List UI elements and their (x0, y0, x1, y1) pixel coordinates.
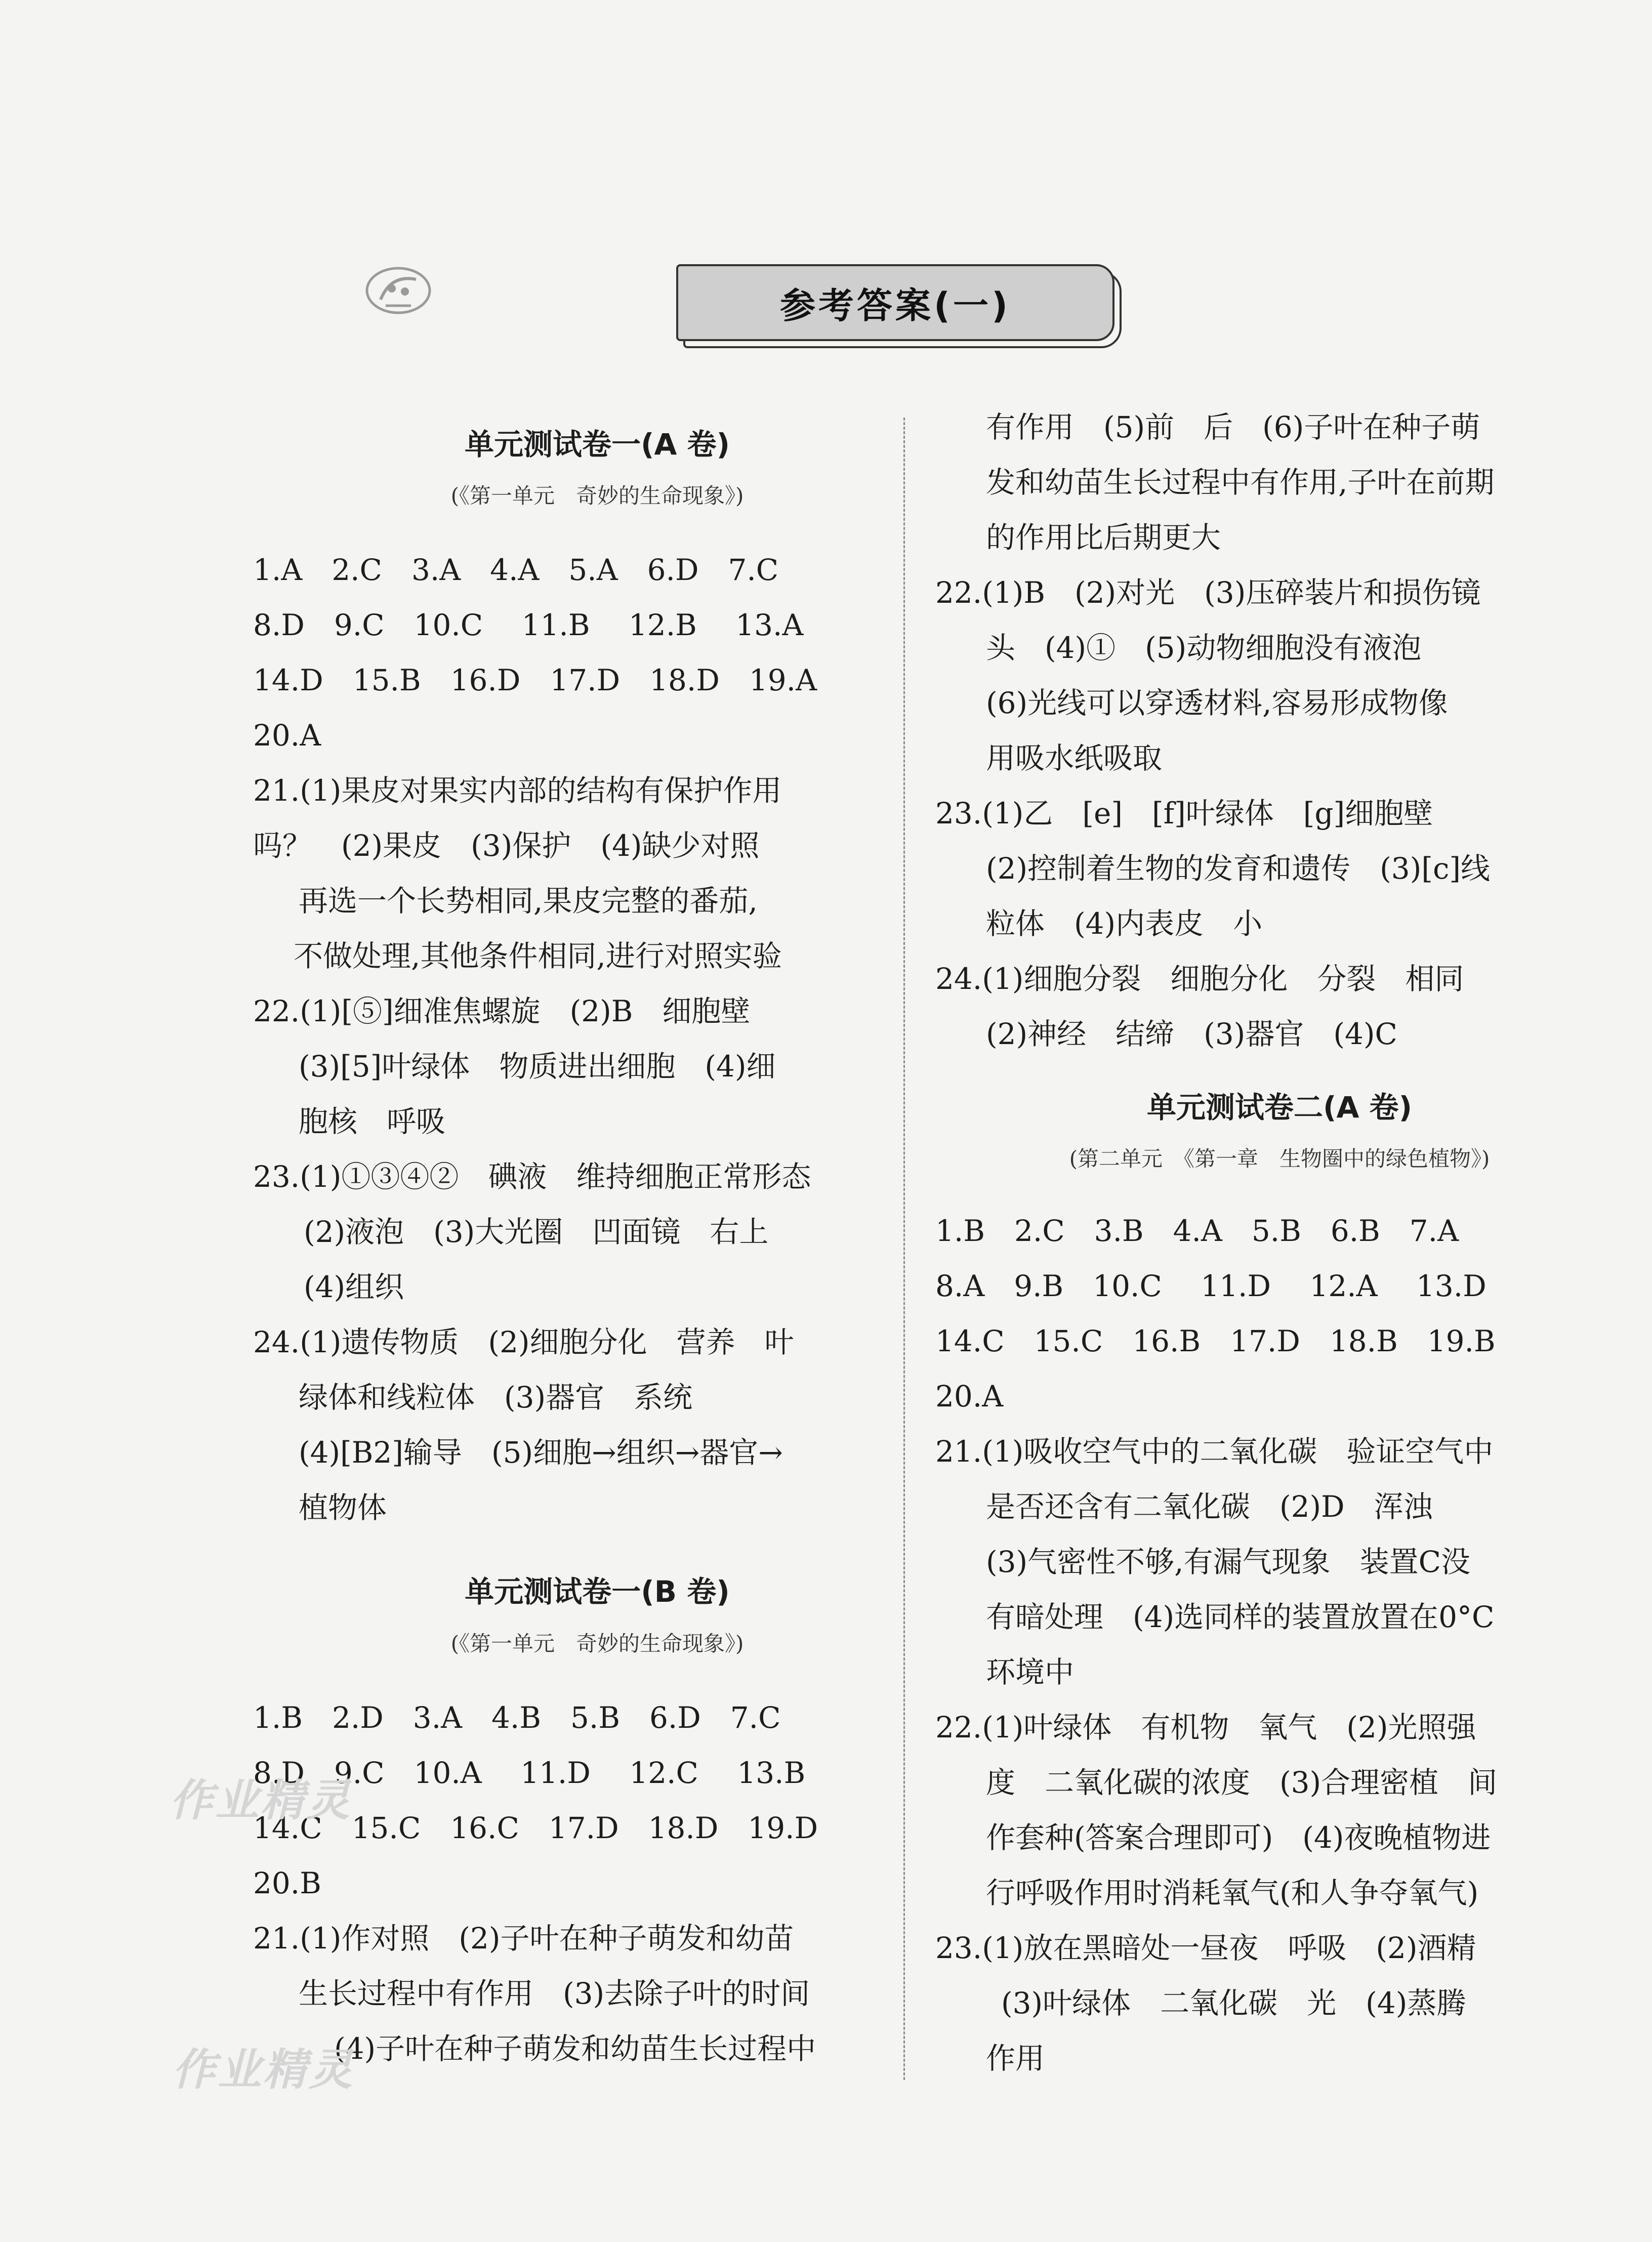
section-subtitle: (《第一单元 奇妙的生命现象》) (450, 483, 744, 508)
answer-line: 植物体 (299, 1490, 387, 1525)
answer-line: 20.B (253, 1866, 321, 1900)
publisher-logo-icon (360, 259, 436, 320)
answer-line: 22.(1)B (2)对光 (3)压碎装片和损伤镜 (935, 575, 1481, 610)
answer-line: 发和幼苗生长过程中有作用,子叶在前期 (986, 465, 1495, 500)
answer-line: 再选一个长势相同,果皮完整的番茄, (299, 884, 758, 918)
answer-line: (4)组织 (304, 1270, 404, 1304)
answer-line: 24.(1)细胞分裂 细胞分化 分裂 相同 (935, 962, 1464, 996)
answer-line: 21.(1)果皮对果实内部的结构有保护作用 (253, 773, 782, 808)
answer-line: 不做处理,其他条件相同,进行对照实验 (294, 939, 782, 973)
answer-line: 作套种(答案合理即可) (4)夜晚植物进 (986, 1820, 1491, 1855)
answer-line: (2)神经 结缔 (3)器官 (4)C (986, 1017, 1397, 1051)
answer-line: 1.B 2.D 3.A 4.B 5.B 6.D 7.C (253, 1700, 781, 1735)
answer-line: 作用 (986, 2041, 1045, 2075)
answer-line: 22.(1)叶绿体 有机物 氧气 (2)光照强 (935, 1710, 1476, 1745)
answer-line: 14.D 15.B 16.D 17.D 18.D 19.A (253, 663, 817, 697)
answer-line: 绿体和线粒体 (3)器官 系统 (299, 1380, 693, 1415)
section-title: 单元测试卷二(A 卷) (1146, 1090, 1413, 1125)
answer-line: 生长过程中有作用 (3)去除子叶的时间 (299, 1976, 810, 2011)
page-title-box (676, 264, 1114, 341)
page-title: 参考答案(一) (676, 264, 1114, 341)
watermark: 作业精灵 (170, 1775, 352, 1826)
answer-line: 环境中 (986, 1655, 1075, 1689)
answer-line: 21.(1)作对照 (2)子叶在种子萌发和幼苗 (253, 1921, 794, 1956)
answer-line: 度 二氧化碳的浓度 (3)合理密植 间 (986, 1765, 1498, 1800)
answer-line: 8.D 9.C 10.A 11.D 12.C 13.B (253, 1756, 806, 1790)
answer-line: 23.(1)乙 [e] [f]叶绿体 [g]细胞壁 (935, 796, 1433, 831)
answer-line: 24.(1)遗传物质 (2)细胞分化 营养 叶 (253, 1325, 794, 1359)
answer-line: 行呼吸作用时消耗氧气(和人争夺氧气) (986, 1876, 1479, 1910)
section-title: 单元测试卷一(B 卷) (465, 1574, 730, 1609)
column-divider (903, 418, 905, 2080)
answer-line: (4)[B2]输导 (5)细胞→组织→器官→ (299, 1435, 783, 1470)
answer-line: 有暗处理 (4)选同样的装置放置在0°C (986, 1600, 1495, 1634)
answer-line: (3)叶绿体 二氧化碳 光 (4)蒸腾 (1001, 1986, 1466, 2020)
answer-line: 是否还含有二氧化碳 (2)D 浑浊 (986, 1489, 1433, 1524)
answer-line: 的作用比后期更大 (986, 520, 1221, 555)
answer-line: (4)子叶在种子萌发和幼苗生长过程中 (334, 2031, 816, 2066)
answer-line: (6)光线可以穿透材料,容易形成物像 (986, 686, 1448, 720)
answer-line: 用吸水纸吸取 (986, 741, 1163, 775)
answer-line: 8.A 9.B 10.C 11.D 12.A 13.D (935, 1269, 1486, 1303)
answer-line: 21.(1)吸收空气中的二氧化碳 验证空气中 (935, 1434, 1494, 1469)
answer-line: 粒体 (4)内表皮 小 (986, 906, 1263, 941)
answer-line: 8.D 9.C 10.C 11.B 12.B 13.A (253, 608, 804, 642)
section-subtitle: (《第一单元 奇妙的生命现象》) (450, 1631, 744, 1656)
answer-line: 胞核 呼吸 (299, 1104, 446, 1139)
answer-line: 吗？ (2)果皮 (3)保护 (4)缺少对照 (253, 828, 760, 863)
answer-line: (3)[5]叶绿体 物质进出细胞 (4)细 (299, 1049, 776, 1084)
answer-line: 20.A (935, 1379, 1004, 1414)
answer-line: (2)液泡 (3)大光圈 凹面镜 右上 (304, 1215, 769, 1249)
section-subtitle: (第二单元 《第一章 生物圈中的绿色植物》) (1069, 1146, 1490, 1171)
answer-line: 23.(1)放在黑暗处一昼夜 呼吸 (2)酒精 (935, 1931, 1476, 1965)
answer-line: 14.C 15.C 16.B 17.D 18.B 19.B (935, 1324, 1496, 1358)
answer-line: 22.(1)[⑤]细准焦螺旋 (2)B 细胞壁 (253, 994, 751, 1028)
answer-line: 20.A (253, 718, 321, 753)
answer-line: 头 (4)① (5)动物细胞没有液泡 (986, 631, 1422, 665)
answer-line: 14.C 15.C 16.C 17.D 18.D 19.D (253, 1811, 818, 1845)
answer-line: (3)气密性不够,有漏气现象 装置C没 (986, 1545, 1470, 1579)
answer-line: 1.A 2.C 3.A 4.A 5.A 6.D 7.C (253, 553, 779, 587)
answer-line: 有作用 (5)前 后 (6)子叶在种子萌 (986, 410, 1480, 444)
answer-line: 23.(1)①③④② 碘液 维持细胞正常形态 (253, 1159, 811, 1194)
answer-line: (2)控制着生物的发育和遗传 (3)[c]线 (986, 851, 1491, 886)
answer-line: 1.B 2.C 3.B 4.A 5.B 6.B 7.A (935, 1214, 1459, 1248)
section-title: 单元测试卷一(A 卷) (464, 427, 730, 462)
watermark: 作业精灵 (172, 2045, 354, 2095)
